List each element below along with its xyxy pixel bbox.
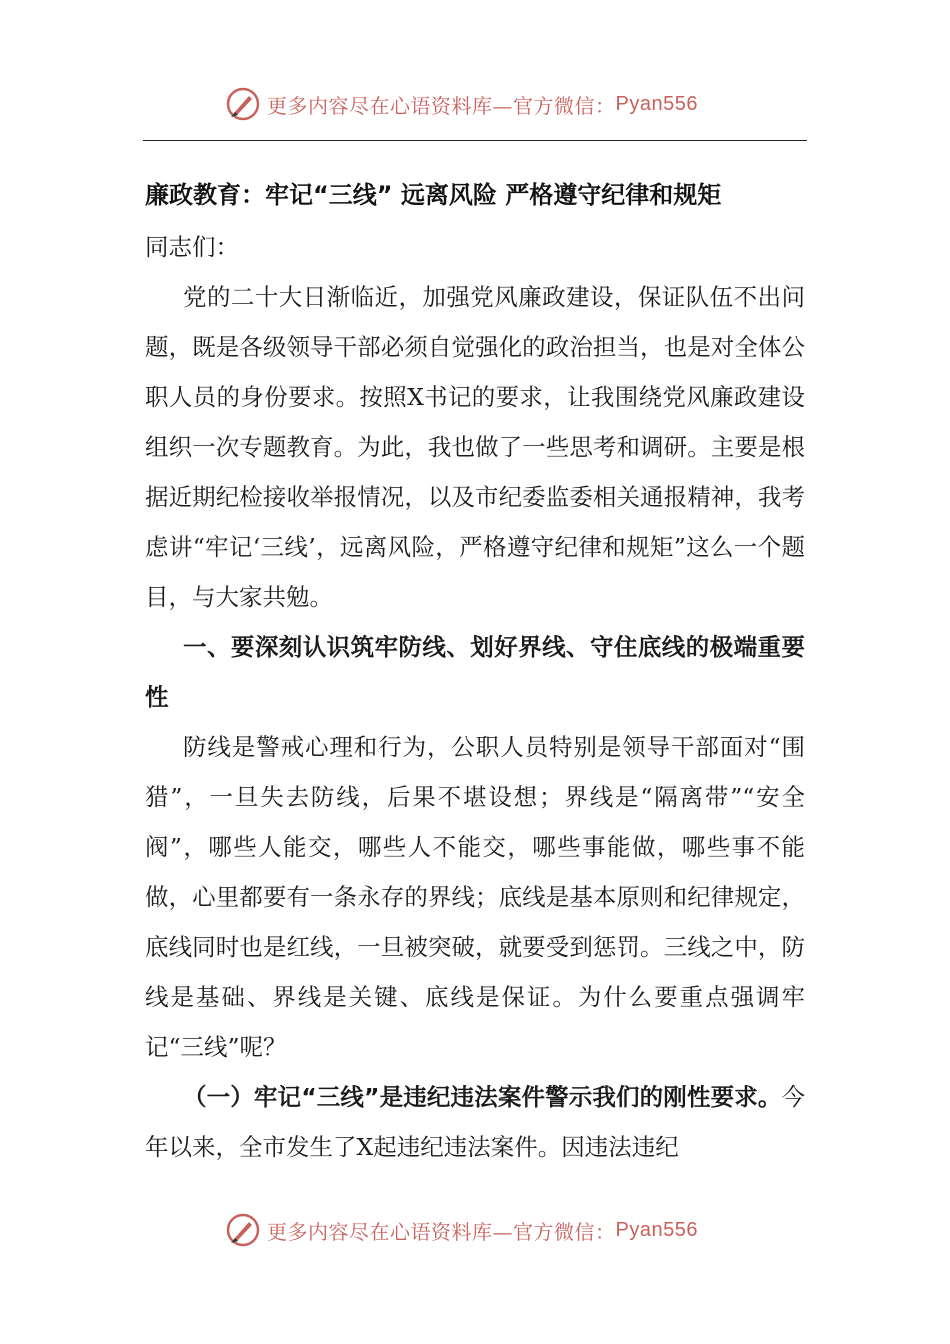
salutation: 同志们： <box>145 233 239 261</box>
intro-paragraph: 党的二十大日渐临近，加强党风廉政建设，保证队伍不出问题，既是各级领导干部必须自觉强化的政治担当，也是对全体公职人员的身份要求。按照X书记的要求，让我围绕党风廉政建设组织一次专题教育。为此，我也做了一些思考和调研。主要是根据近期纪检接收举报情况，以及市纪委监委相关通报精神，我考虑讲“牢记‘三线’，远离风险，严格遵守纪律和规矩”这么一个题目，与大家共勉。 <box>145 283 805 611</box>
header-watermark <box>225 82 698 126</box>
footer-watermark <box>225 1208 698 1252</box>
subsection-body: 今年以来，全市发生了X起违纪违法案件。因违法违纪 <box>145 1083 805 1161</box>
watermark-handle: Pyan556 <box>615 92 698 115</box>
pen-logo-icon <box>225 86 261 122</box>
subsection-paragraph <box>145 1072 805 1172</box>
document-title: 廉政教育：牢记“三线” 远离风险 严格遵守纪律和规矩 <box>145 181 722 209</box>
watermark-text: 更多内容尽在心语资料库—官方微信： <box>267 93 616 118</box>
pen-logo-icon <box>225 1212 261 1248</box>
section-heading: 一、要深刻认识筑牢防线、划好界线、守住底线的极端重要性 <box>145 633 805 711</box>
subsection-heading: （一）牢记“三线”是违纪违法案件警示我们的刚性要求。 <box>183 1083 782 1111</box>
section-paragraph: 防线是警戒心理和行为，公职人员特别是领导干部面对“围猎”，一旦失去防线，后果不堪设想；界线是“隔离带”“安全阀”，哪些人能交，哪些人不能交，哪些事能做，哪些事不能做，心里都要有一条永存的界线；底线是基本原则和纪律规定，底线同时也是红线，一旦被突破，就要受到惩罚。三线之中，防线是基础、界线是关键、底线是保证。为什么要重点强调牢记“三线”呢？ <box>145 733 805 1061</box>
footer-watermark-handle: Pyan556 <box>615 1218 698 1241</box>
footer-watermark-text: 更多内容尽在心语资料库—官方微信： <box>267 1219 616 1244</box>
header-divider <box>143 140 807 141</box>
document-body <box>145 172 805 1172</box>
